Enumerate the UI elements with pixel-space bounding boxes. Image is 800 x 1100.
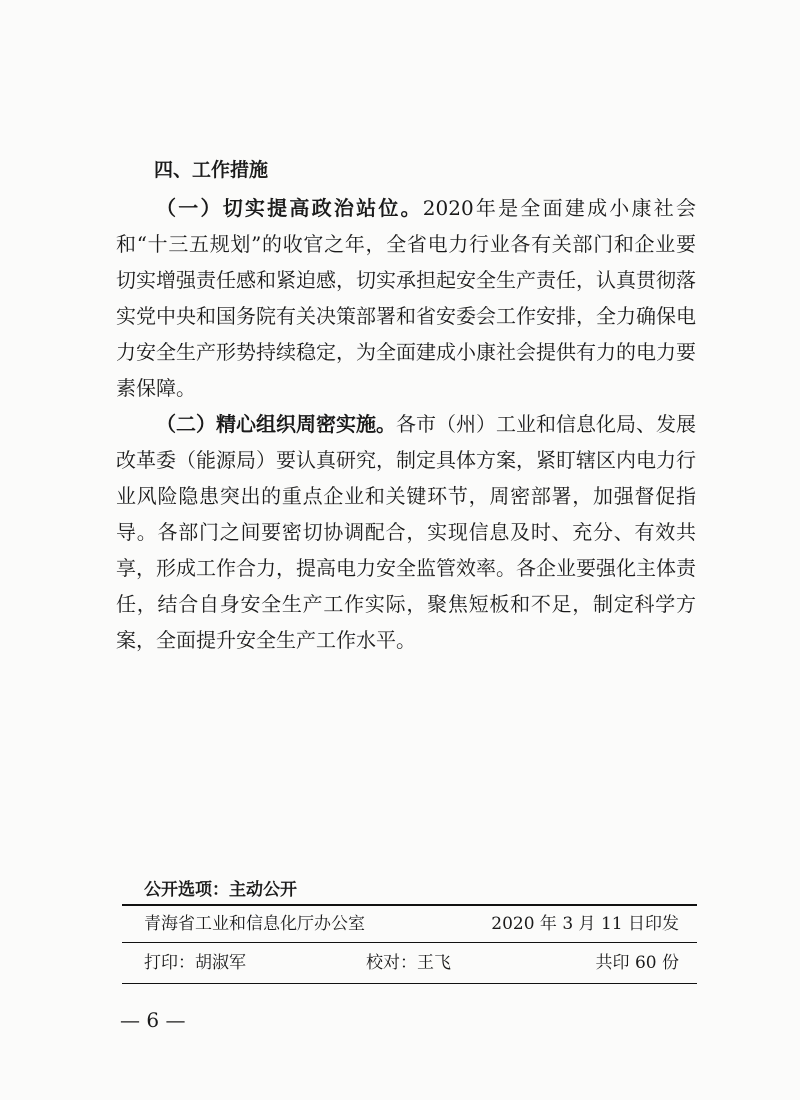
paragraph-2-text: 各市（州）工业和信息化局、发展改革委（能源局）要认真研究，制定具体方案，紧盯辖区内电力行业风险隐患突出的重点企业和关键环节，周密部署，加强督促指导。各部门之间要密切协调配合，实现信息及时、充分、有效共享，形成工作合力，提高电力安全监管效率。各企业要强化主体责任，结合自身安全生产工作实际，聚焦短板和不足，制定科学方案，全面提升安全生产工作水平。: [116, 412, 696, 652]
copies: 共印 60 份: [595, 953, 679, 973]
paragraph-1: [116, 190, 696, 406]
footer-rule-bottom: [122, 983, 697, 984]
paragraph-2: [116, 406, 696, 658]
typist: 打印：胡淑军: [144, 953, 246, 973]
issue-date: 2020 年 3 月 11 日印发: [491, 914, 679, 934]
publication-option: 公开选项：主动公开: [144, 880, 297, 900]
paragraph-1-text: 2020年是全面建成小康社会和“十三五规划”的收官之年，全省电力行业各有关部门和企业要切实增强责任感和紧迫感，切实承担起安全生产责任，认真贯彻落实党中央和国务院有关决策部署和省安委会工作安排，全力确保电力安全生产形势持续稳定，为全面建成小康社会提供有力的电力要素保障。: [116, 196, 696, 400]
issue-row: [122, 906, 697, 942]
paragraph-1-lead: （一）切实提高政治站位。: [156, 196, 423, 220]
print-credits: [144, 943, 451, 983]
print-row: [122, 943, 697, 983]
issuer: 青海省工业和信息化厅办公室: [144, 914, 365, 934]
proofreader: 校对：王飞: [366, 953, 451, 973]
page-number: — 6 —: [120, 1008, 186, 1032]
section-heading: 四、工作措施: [154, 159, 269, 181]
document-footer: [122, 876, 697, 984]
document-body: [116, 150, 696, 658]
paragraph-2-lead: （二）精心组织周密实施。: [156, 412, 396, 436]
